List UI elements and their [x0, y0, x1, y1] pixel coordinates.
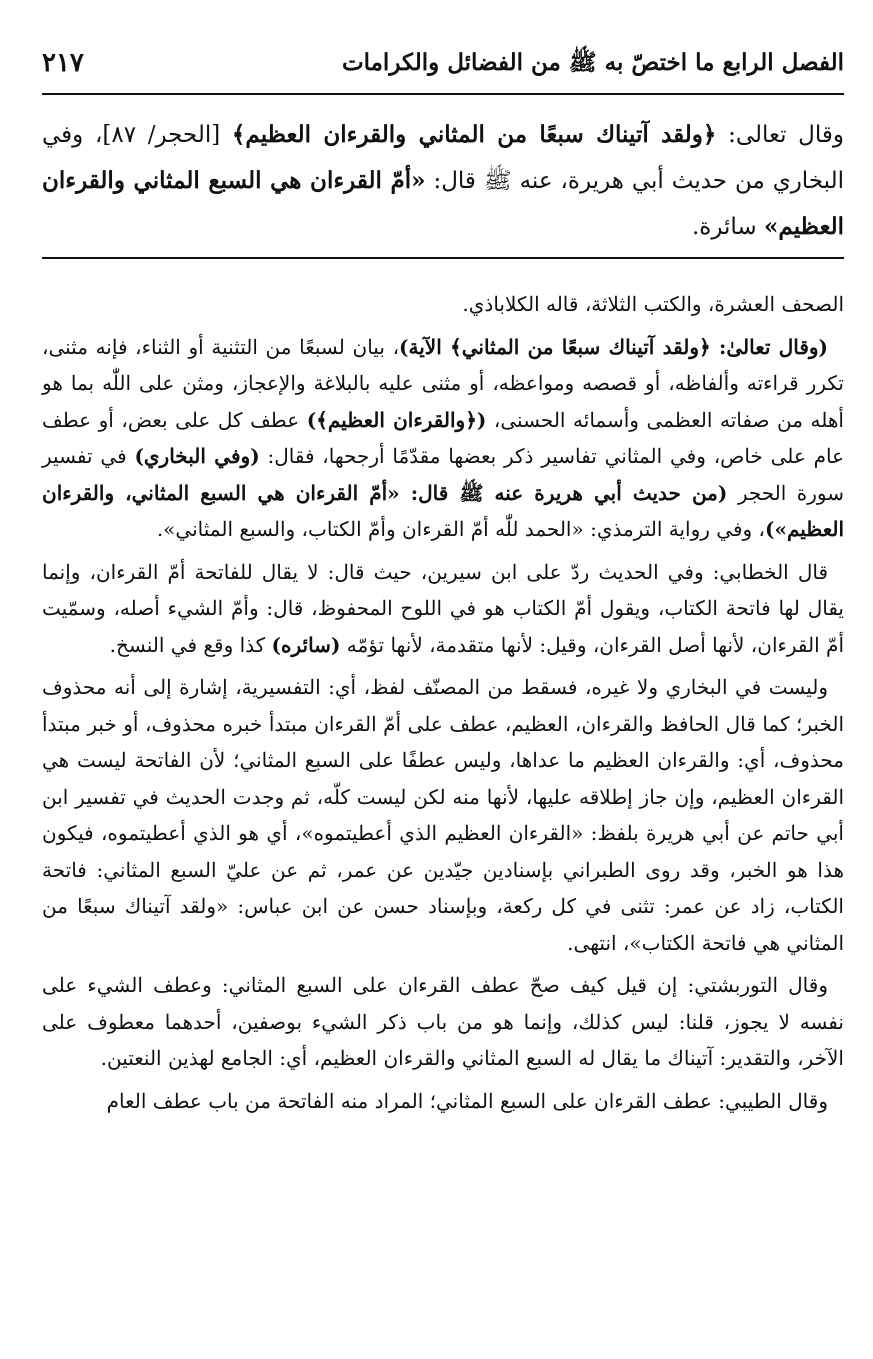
matn-hadith: «أمّ القرءان هي السبع المثاني والقرءان العظيم»: [42, 167, 844, 240]
verse-quote-2: (﴿والقرءان العظيم﴾): [306, 407, 487, 432]
running-header: [42, 40, 844, 86]
commentary-paragraph-2: [42, 329, 844, 548]
commentary-paragraph-3: [42, 554, 844, 664]
commentary-paragraph-1: الصحف العشرة، والكتب الثلاثة، قاله الكلاباذي.: [462, 292, 844, 316]
verse-quote: (وقال تعالىٰ: ﴿ولقد آتيناك سبعًا من المثاني﴾ الآية): [399, 334, 828, 359]
source-quote: (وفي البخاري): [134, 444, 260, 468]
matn-intro: وقال تعالى:: [716, 122, 844, 148]
commentary-text-run: ، وفي رواية الترمذي: «الحمد للّٰه أمّ القرءان وأمّ الكتاب، والسبع المثاني».: [156, 517, 765, 541]
matn-divider: [42, 257, 844, 259]
commentary-text-run: كذا وقع في النسخ.: [109, 632, 272, 657]
matn-word-quote: (سائره): [271, 632, 341, 657]
matn-reference: [الحجر/ ٨٧]، وفي البخاري من حديث أبي هريرة، عنه ﷺ قال:: [42, 122, 845, 194]
document-page: [42, 0, 844, 1359]
commentary-paragraph-4: وليست في البخاري ولا غيره، فسقط من المصنّف لفظ، أي: التفسيرية، إشارة إلى أنه محذوف الخبر؛ كما قال الحافظ والقرءان، العظيم، عطف على أمّ القرءان مبتدأ خبره محذوف، أو خبر مبتدأ محذوف، أي: والقرءان العظيم ما عداها، وليس عطفًا على السبع المثاني؛ لأن الفاتحة ليست هي القرءان العظيم، وإن جاز إطلاقه عليها، لأنها منه لكن ليست كلّه، ثم وجدت الحديث في تفسير ابن أبي حاتم عن أبي هريرة بلفظ: «القرءان العظيم الذي أعطيتموه»، أي هو الذي أعطيتموه، فيكون هذا هو الخبر، وقد روى الطبراني بإسنادين جيّدين عن عمر، ثم عن عليّ السبع المثاني: فاتحة الكتاب، زاد عن عمر: تثنى في كل ركعة، وبإسناد حسن عن ابن عباس: «ولقد آتيناك سبعًا من المثاني هي فاتحة الكتاب»، انتهى.: [42, 675, 844, 955]
matn-verse: ﴿ولقد آتيناك سبعًا من المثاني والقرءان العظيم﴾: [231, 121, 717, 148]
commentary-text-run: في تفسير سورة الحجر: [42, 444, 844, 505]
page-number: ٢١٧: [42, 48, 84, 78]
chapter-title: الفصل الرابع ما اختصّ به ﷺ من الفضائل والكرامات: [341, 49, 844, 76]
commentary-paragraph-5: وقال التوربشتي: إن قيل كيف صحّ عطف القرءان على السبع المثاني: وعطف الشيء على نفسه لا يجوز، قلنا: ليس كذلك، وإنما هو من باب ذكر الشيء بوصفين، أحدهما معطوف على الآخر، والتقدير: آتيناك ما يقال له السبع المثاني والقرءان العظيم، أي: الجامع لهذين النعتين.: [42, 973, 844, 1070]
hadith-quote: (من حديث أبي هريرة عنه ﷺ قال: «أمّ القرءان هي السبع المثاني، والقرءان العظيم»): [42, 480, 844, 541]
matn-text: [42, 112, 844, 250]
matn-end: سائرة.: [691, 214, 765, 240]
commentary-text-run: قال الخطابي: وفي الحديث ردّ على ابن سيرين، حيث قال: لا يقال للفاتحة أمّ القرءان، وإنما يقال لها فاتحة الكتاب، ويقول أمّ الكتاب هو في اللوح المحفوظ، قال: وأمّ الشيء أصله، وسمّيت أمّ القرءان، لأنها أصل القرءان، وقيل: لأنها متقدمة، لأنها تؤمّه: [42, 559, 844, 657]
commentary-text-run: ، بيان لسبعًا من التثنية أو الثناء، فإنه مثنى، تكرر قراءته وألفاظه، أو قصصه ومواعظه، أو مثنى عليه بالبلاغة والإعجاز، ومثن على اللّٰه بما هو أهله من صفاته العظمى وأسمائه الحسنى،: [42, 334, 844, 432]
commentary-text-run: عطف كل على بعض، أو عطف عام على خاص، وفي المثاني تفاسير ذكر بعضها مقدّمًا أرجحها، فقال:: [42, 407, 845, 468]
commentary-text: [42, 286, 844, 1125]
commentary-paragraph-6: وقال الطيبي: عطف القرءان على السبع المثاني؛ المراد منه الفاتحة من باب عطف العام: [106, 1088, 828, 1113]
header-divider: [42, 93, 844, 95]
